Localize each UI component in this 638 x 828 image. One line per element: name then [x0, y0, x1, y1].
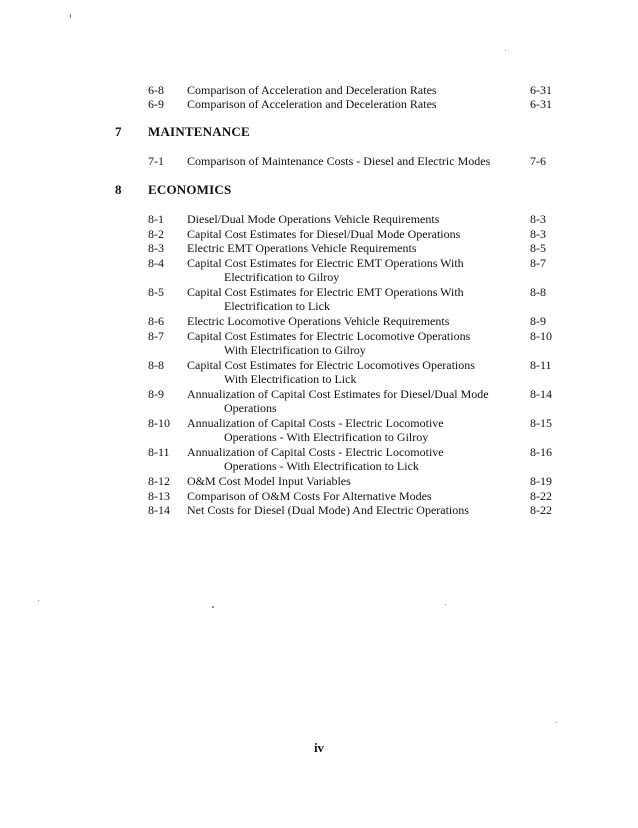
- entry-title: Electric Locomotive Operations Vehicle Requirements: [187, 314, 450, 328]
- entry-page: 8-15: [530, 416, 552, 430]
- entry-page: 8-14: [530, 387, 552, 401]
- entry-page: 8-3: [530, 212, 546, 226]
- entry-page: 6-31: [530, 83, 552, 97]
- entry-title-continuation: Operations - With Electrification to Lick: [224, 459, 419, 473]
- entry-page: 8-11: [530, 358, 552, 372]
- entry-title: Capital Cost Estimates for Diesel/Dual Mode Operations: [187, 227, 461, 241]
- entry-number: 8-8: [148, 358, 164, 372]
- entry-title: Comparison of O&M Costs For Alternative Modes: [187, 489, 432, 503]
- entry-page: 8-9: [530, 314, 546, 328]
- entry-number: 8-5: [148, 285, 164, 299]
- entry-page: 8-3: [530, 227, 546, 241]
- scan-speck: [212, 606, 214, 608]
- entry-number: 8-12: [148, 474, 170, 488]
- scan-speck: [70, 14, 71, 18]
- entry-title: O&M Cost Model Input Variables: [187, 474, 351, 488]
- page-number: iv: [313, 740, 325, 755]
- scan-speck: [445, 604, 446, 605]
- entry-title: Capital Cost Estimates for Electric EMT Operations With: [187, 285, 464, 299]
- scan-speck: [556, 722, 557, 723]
- section-number: 7: [115, 124, 122, 139]
- entry-title: Annualization of Capital Cost Estimates for Diesel/Dual Mode: [187, 387, 489, 401]
- entry-number: 8-13: [148, 489, 170, 503]
- entry-title: Capital Cost Estimates for Electric Locomotives Operations: [187, 358, 475, 372]
- scan-speck: [505, 50, 506, 51]
- entry-page: 8-10: [530, 329, 552, 343]
- entry-page: 7-6: [530, 154, 546, 168]
- entry-title: Annualization of Capital Costs - Electric Locomotive: [187, 416, 444, 430]
- entry-title-continuation: Operations: [224, 401, 277, 415]
- entry-number: 7-1: [148, 154, 164, 168]
- entry-title-continuation: With Electrification to Gilroy: [224, 343, 366, 357]
- entry-title: Comparison of Maintenance Costs - Diesel and Electric Modes: [187, 154, 491, 168]
- entry-number: 8-9: [148, 387, 164, 401]
- entry-title: Net Costs for Diesel (Dual Mode) And Electric Operations: [187, 503, 469, 517]
- entry-page: 8-16: [530, 445, 552, 459]
- entry-number: 6-9: [148, 97, 164, 111]
- entry-page: 8-7: [530, 256, 546, 270]
- entry-title: Capital Cost Estimates for Electric EMT Operations With: [187, 256, 464, 270]
- entry-title-continuation: With Electrification to Lick: [224, 372, 357, 386]
- section-title: MAINTENANCE: [148, 124, 250, 139]
- entry-page: 8-19: [530, 474, 552, 488]
- entry-number: 8-4: [148, 256, 164, 270]
- entry-page: 8-5: [530, 241, 546, 255]
- entry-number: 8-11: [148, 445, 170, 459]
- entry-number: 8-3: [148, 241, 164, 255]
- section-title: ECONOMICS: [148, 182, 232, 197]
- entry-page: 6-31: [530, 97, 552, 111]
- entry-number: 8-1: [148, 212, 164, 226]
- entry-page: 8-22: [530, 503, 552, 517]
- entry-title-continuation: Electrification to Gilroy: [224, 270, 340, 284]
- scan-speck: [38, 600, 39, 601]
- entry-title: Comparison of Acceleration and Deceleration Rates: [187, 83, 437, 97]
- entry-number: 8-6: [148, 314, 164, 328]
- entry-number: 8-7: [148, 329, 164, 343]
- entry-title: Electric EMT Operations Vehicle Requirements: [187, 241, 417, 255]
- entry-title: Capital Cost Estimates for Electric Locomotive Operations: [187, 329, 471, 343]
- entry-number: 8-10: [148, 416, 170, 430]
- entry-title: Annualization of Capital Costs - Electric Locomotive: [187, 445, 444, 459]
- entry-title: Diesel/Dual Mode Operations Vehicle Requirements: [187, 212, 440, 226]
- section-number: 8: [115, 182, 122, 197]
- entry-title-continuation: Operations - With Electrification to Gilroy: [224, 430, 429, 444]
- entry-page: 8-8: [530, 285, 546, 299]
- entry-number: 6-8: [148, 83, 164, 97]
- entry-number: 8-14: [148, 503, 170, 517]
- entry-title: Comparison of Acceleration and Deceleration Rates: [187, 97, 437, 111]
- entry-number: 8-2: [148, 227, 164, 241]
- entry-title-continuation: Electrification to Lick: [224, 299, 330, 313]
- entry-page: 8-22: [530, 489, 552, 503]
